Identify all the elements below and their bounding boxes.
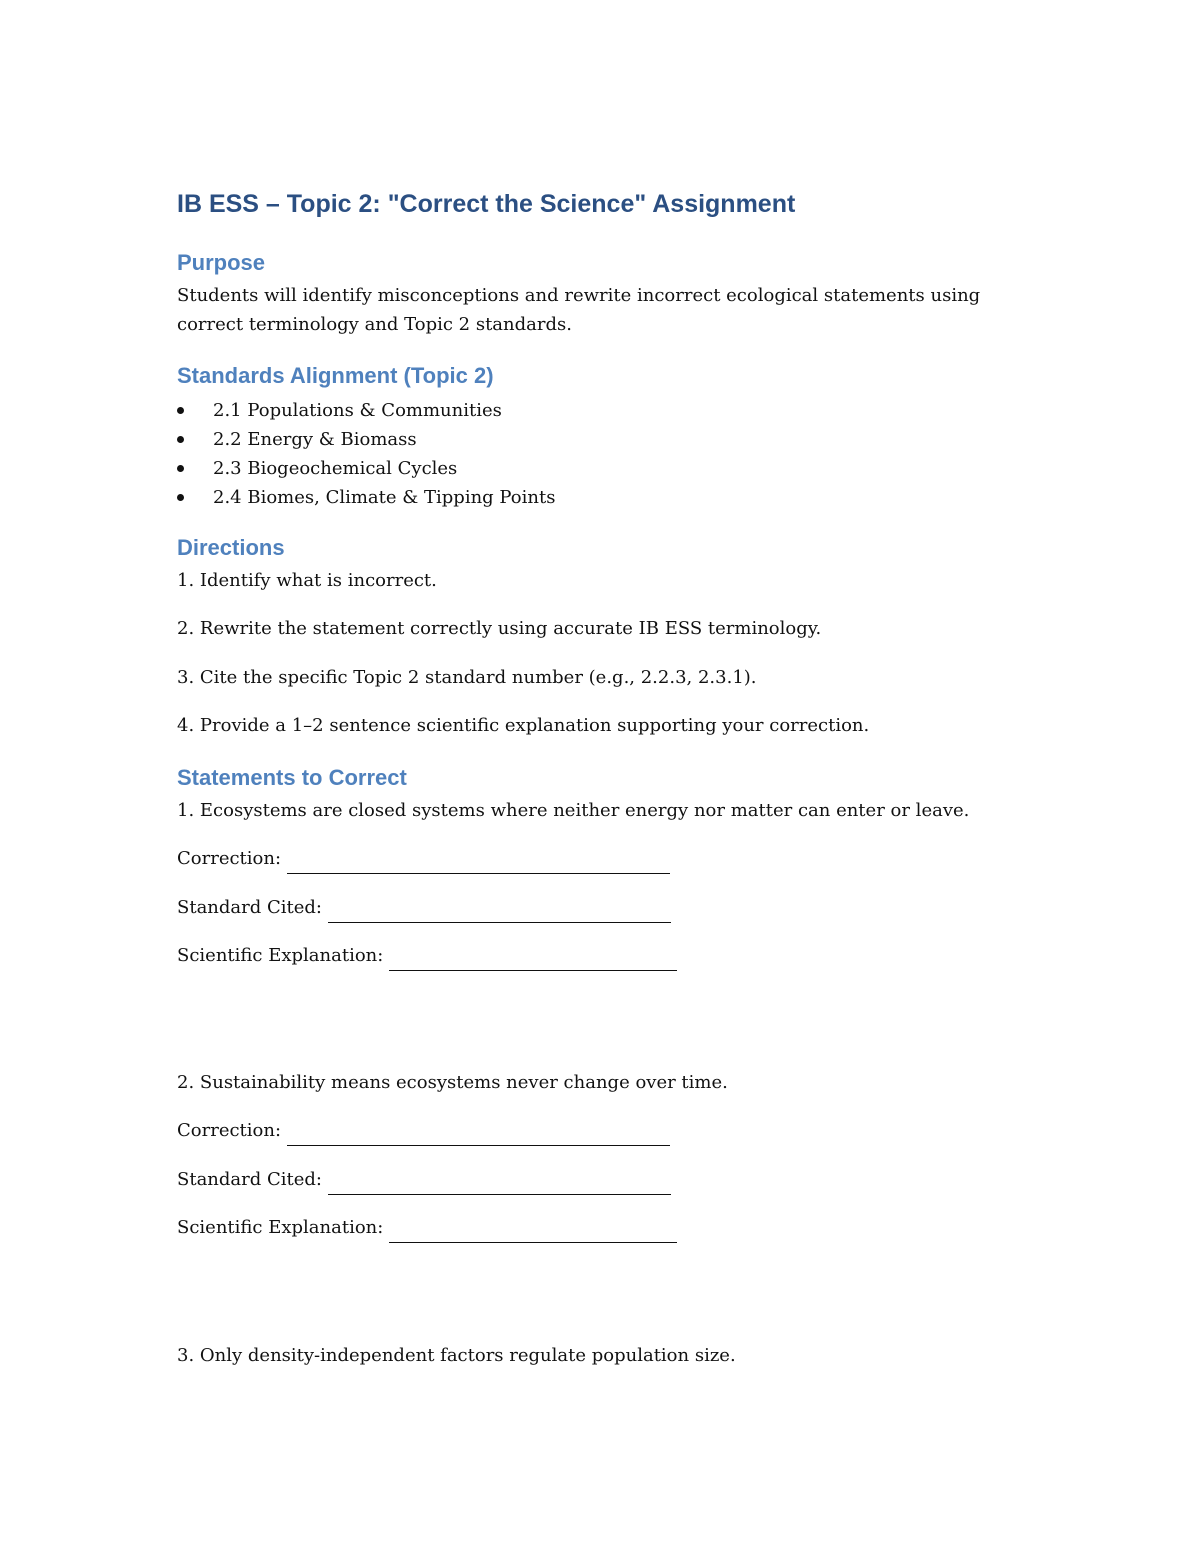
explanation-blank-line[interactable] [389, 1220, 677, 1243]
purpose-heading: Purpose [177, 250, 266, 275]
standard-cited-field[interactable] [177, 893, 671, 923]
direction-step: 2. Rewrite the statement correctly using accurate IB ESS terminology. [177, 618, 822, 639]
standards-list-item [177, 483, 555, 512]
statement-text: 3. Only density-independent factors regulate population size. [177, 1345, 736, 1366]
explanation-label: Scientific Explanation: [177, 945, 384, 966]
explanation-field[interactable] [177, 1213, 677, 1243]
standards-item-text: 2.4 Biomes, Climate & Tipping Points [213, 487, 556, 508]
correction-blank-line[interactable] [287, 851, 670, 874]
bullet-icon [177, 494, 184, 501]
standards-list-item [177, 396, 555, 425]
standards-item-text: 2.1 Populations & Communities [213, 400, 502, 421]
standard-cited-blank-line[interactable] [328, 1172, 671, 1195]
standards-list-item [177, 454, 555, 483]
standard-cited-label: Standard Cited: [177, 897, 322, 918]
standards-list [177, 396, 555, 512]
page-title: IB ESS – Topic 2: "Correct the Science" Assignment [177, 190, 796, 218]
correction-label: Correction: [177, 1120, 282, 1141]
directions-heading: Directions [177, 535, 285, 560]
bullet-icon [177, 407, 184, 414]
direction-step: 3. Cite the specific Topic 2 standard number (e.g., 2.2.3, 2.3.1). [177, 667, 757, 688]
standard-cited-field[interactable] [177, 1165, 671, 1195]
direction-step: 1. Identify what is incorrect. [177, 570, 437, 591]
statements-heading: Statements to Correct [177, 765, 407, 790]
bullet-icon [177, 465, 184, 472]
purpose-text-line-1: Students will identify misconceptions and rewrite incorrect ecological statements using [177, 285, 981, 306]
bullet-icon [177, 436, 184, 443]
correction-label: Correction: [177, 848, 282, 869]
correction-field[interactable] [177, 844, 670, 874]
standards-item-text: 2.3 Biogeochemical Cycles [213, 458, 458, 479]
standards-heading: Standards Alignment (Topic 2) [177, 363, 494, 388]
correction-blank-line[interactable] [287, 1123, 670, 1146]
correction-field[interactable] [177, 1116, 670, 1146]
standard-cited-blank-line[interactable] [328, 900, 671, 923]
standards-item-text: 2.2 Energy & Biomass [213, 429, 417, 450]
explanation-field[interactable] [177, 941, 677, 971]
standards-list-item [177, 425, 555, 454]
purpose-text-line-2: correct terminology and Topic 2 standards. [177, 314, 572, 335]
statement-text: 1. Ecosystems are closed systems where neither energy nor matter can enter or leave. [177, 800, 970, 821]
statement-text: 2. Sustainability means ecosystems never change over time. [177, 1072, 728, 1093]
direction-step: 4. Provide a 1–2 sentence scientific explanation supporting your correction. [177, 715, 870, 736]
explanation-blank-line[interactable] [389, 948, 677, 971]
standard-cited-label: Standard Cited: [177, 1169, 322, 1190]
explanation-label: Scientific Explanation: [177, 1217, 384, 1238]
